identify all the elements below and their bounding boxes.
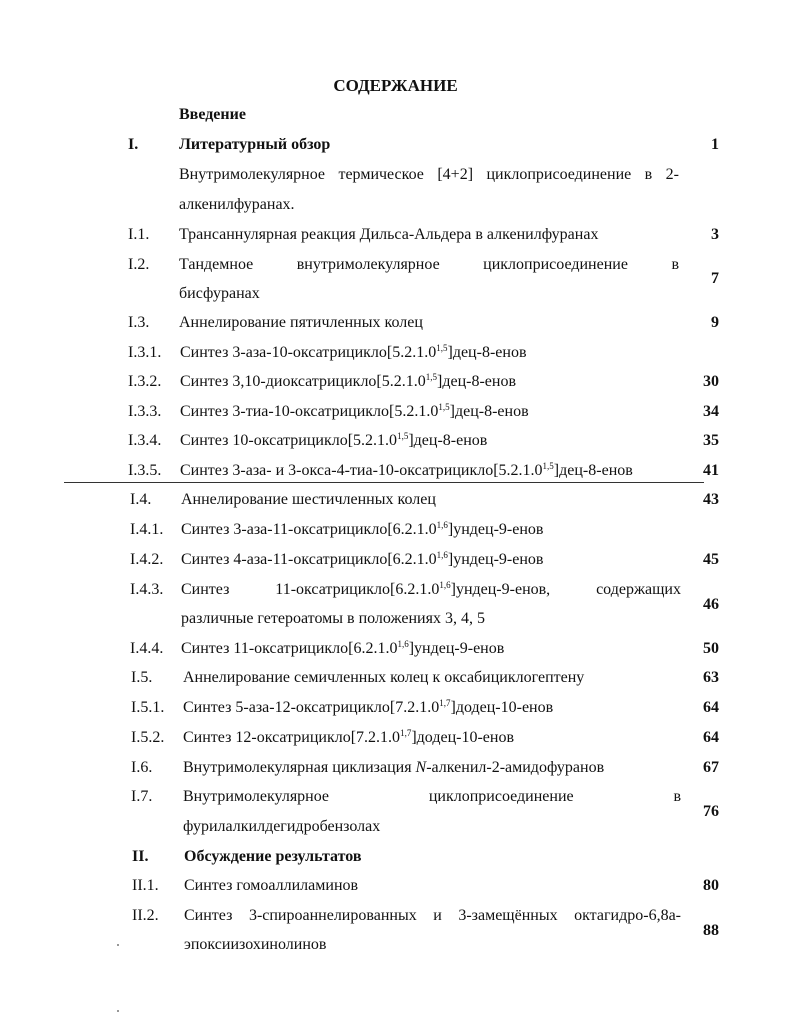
toc-entry-page: 76 (703, 803, 719, 820)
toc-entry-page: 67 (703, 759, 719, 776)
toc-entry-text: Внутримолекулярное циклоприсоединение в (183, 788, 681, 805)
toc-entry-page: 80 (703, 877, 719, 894)
toc-entry-page: 30 (703, 373, 719, 390)
toc-entry-number: I.4.1. (130, 521, 164, 538)
toc-entry-page: 41 (703, 462, 719, 479)
toc-entry-page: 43 (703, 491, 719, 508)
toc-entry-text: Аннелирование шестичленных колец (181, 491, 436, 508)
toc-entry-text: Синтез 10-оксатрицикло[5.2.1.0$^{1,5}$]дец-8-енов (180, 431, 488, 449)
page-title: СОДЕРЖАНИЕ (333, 76, 458, 95)
toc-entry-text: Внутримолекулярная циклизация N-алкенил-2-амидофуранов (183, 759, 605, 776)
toc-entry-page: 64 (703, 699, 719, 716)
toc-entry-page: 3 (711, 226, 719, 243)
toc-entry-text-line2: бисфуранах (179, 285, 260, 302)
toc-entry-text: Литературный обзор (179, 136, 331, 153)
toc-entry-number: II.2. (132, 907, 159, 924)
toc-entry-page: 50 (703, 640, 719, 657)
toc-entry-text-line2: фурилалкилдегидробензолах (183, 818, 381, 835)
toc-entry-text: Синтез 3,10-диоксатрицикло[5.2.1.0$^{1,5}$]дец-8-енов (180, 372, 517, 390)
toc-entry-text: Синтез 12-оксатрицикло[7.2.1.0$^{1,7}$]додец-10-енов (183, 728, 514, 746)
toc-entry-page: 35 (703, 432, 719, 449)
toc-entry-text: Синтез 3-тиа-10-оксатрицикло[5.2.1.0$^{1,5}$]дец-8-енов (180, 402, 529, 420)
toc-entry-number: I.7. (131, 788, 153, 805)
toc-entry-number: I.4. (130, 491, 152, 508)
toc-entry-text-line2: различные гетероатомы в положениях 3, 4, 5 (181, 610, 485, 627)
toc-entry-page: 46 (703, 596, 719, 613)
toc-entry-text: Синтез 3-аза- и 3-окса-4-тиа-10-оксатрицикло[5.2.1.0$^{1,5}$]дец-8-енов (180, 461, 633, 479)
toc-entry-text: Внутримолекулярное термическое [4+2] циклоприсоединение в 2- (179, 166, 679, 183)
toc-entry-number: I.2. (128, 256, 150, 273)
toc-entry-text: Трансаннулярная реакция Дильса-Альдера в алкенилфуранах (179, 226, 599, 243)
toc-entry-number: I.6. (131, 759, 153, 776)
toc-entry-number: I.3.4. (128, 432, 162, 449)
toc-entry-number: I.5.1. (131, 699, 165, 716)
scan-artifact-line (64, 482, 704, 483)
toc-entry-text: Обсуждение результатов (184, 848, 362, 865)
toc-entry-text: Синтез 11-оксатрицикло[6.2.1.0$^{1,6}$]ундец-9-енов, содержащих (181, 580, 681, 598)
toc-entry-number: I.3.3. (128, 403, 162, 420)
toc-entry-page: 88 (703, 922, 719, 939)
toc-entry-text: Синтез 11-оксатрицикло[6.2.1.0$^{1,6}$]ундец-9-енов (181, 639, 505, 657)
toc-entry-number: I. (128, 136, 139, 153)
toc-entry-number: I.5.2. (131, 729, 165, 746)
toc-entry-number: I.4.3. (130, 581, 164, 598)
toc-entry-number: I.4.4. (130, 640, 164, 657)
toc-entry-number: I.3. (128, 314, 150, 331)
toc-entry-text-line2: эпоксиизохинолинов (184, 936, 327, 953)
toc-entry-number: I.1. (128, 226, 150, 243)
toc-entry-page: 63 (703, 669, 719, 686)
toc-entry-page: 45 (703, 551, 719, 568)
toc-entry-number: I.4.2. (130, 551, 164, 568)
toc-entry-page: 1 (711, 136, 719, 153)
toc-entry-number: I.3.2. (128, 373, 162, 390)
toc-entry-text: Синтез 3-аза-11-оксатрицикло[6.2.1.0$^{1,6}$]ундец-9-енов (181, 520, 544, 538)
scan-speck (117, 1010, 119, 1012)
toc-entry-number: I.3.5. (128, 462, 162, 479)
toc-entry-text: Введение (179, 106, 246, 123)
scan-speck (117, 944, 119, 946)
toc-entry-page: 34 (703, 403, 719, 420)
toc-entry-number: II.1. (132, 877, 159, 894)
toc-entry-text-line2: алкенилфуранах. (179, 196, 295, 213)
toc-entry-page: 7 (711, 270, 719, 287)
toc-entry-number: I.5. (131, 669, 153, 686)
toc-entry-text: Аннелирование пятичленных колец (179, 314, 423, 331)
toc-entry-text: Синтез 5-аза-12-оксатрицикло[7.2.1.0$^{1,7}$]додец-10-енов (183, 698, 554, 716)
toc-entry-page: 64 (703, 729, 719, 746)
toc-entry-number: II. (132, 848, 149, 865)
toc-entry-text: Аннелирование семичленных колец к оксабициклогептену (183, 669, 585, 686)
toc-entry-text: Синтез 4-аза-11-оксатрицикло[6.2.1.0$^{1,6}$]ундец-9-енов (181, 550, 544, 568)
toc-entry-text: Синтез гомоаллиламинов (184, 877, 359, 894)
toc-entry-page: 9 (711, 314, 719, 331)
toc-entry-text: Синтез 3-аза-10-оксатрицикло[5.2.1.0$^{1,5}$]дец-8-енов (180, 343, 527, 361)
toc-entry-text: Синтез 3-спироаннелированных и 3-замещённых октагидро-6,8а- (184, 907, 681, 924)
toc-entry-text: Тандемное внутримолекулярное циклоприсоединение в (179, 256, 679, 273)
toc-entry-number: I.3.1. (128, 344, 162, 361)
